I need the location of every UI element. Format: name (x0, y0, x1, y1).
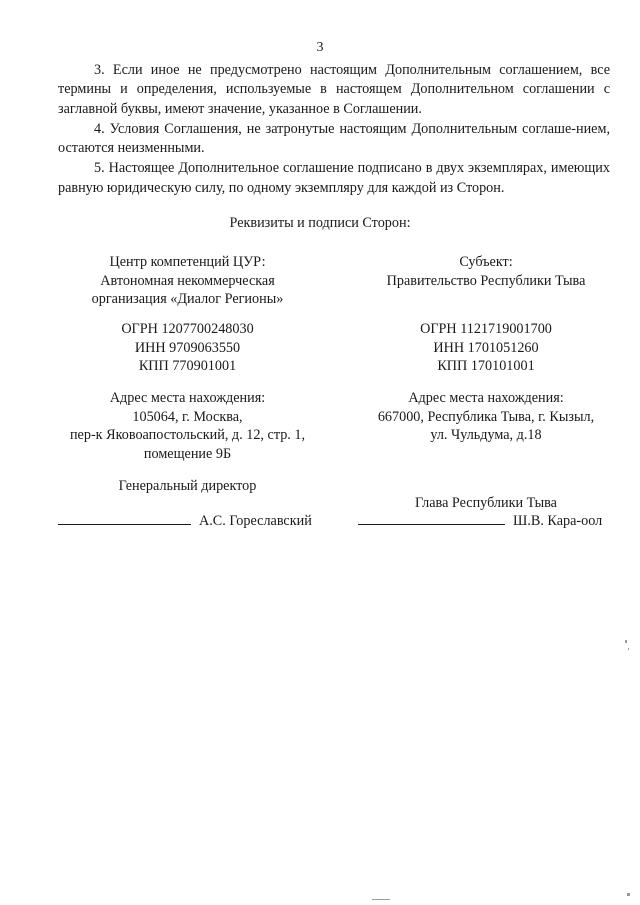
right-party-address (336, 389, 636, 445)
right-party-address-line: ул. Чульдума, д.18 (430, 427, 542, 443)
page-number: 3 (316, 40, 324, 55)
right-signature-line (358, 511, 602, 530)
left-party-address-line: помещение 9Б (143, 445, 232, 462)
right-party-inn: ИНН 1701051260 (433, 339, 539, 356)
right-party-ogrn: ОГРН 1121719001700 (420, 321, 552, 337)
left-party-name-line: Автономная некоммерческая (100, 272, 275, 289)
right-party-registration (336, 320, 636, 376)
left-party-address-line: 105064, г. Москва, (132, 408, 243, 425)
left-party-inn: ИНН 9709063550 (134, 339, 241, 356)
right-party-name (336, 253, 636, 290)
left-party-position: Генеральный директор (118, 478, 257, 494)
scan-speck (625, 640, 627, 643)
left-party-details (40, 0, 335, 905)
left-party-address (40, 389, 335, 463)
left-party-address-line: Адрес места нахождения: (109, 390, 266, 406)
right-party-details (336, 0, 636, 905)
scan-speck (628, 648, 629, 650)
section-title: Реквизиты и подписи Сторон: (229, 215, 411, 231)
right-party-kpp: КПП 170101001 (437, 358, 535, 374)
right-signature-rule (358, 511, 505, 525)
left-party-address-line: пер-к Яковоапостольский, д. 12, стр. 1, (69, 427, 306, 443)
scan-speck (372, 899, 390, 900)
left-signature-line (58, 511, 312, 530)
left-signatory-name: А.С. Гореславский (199, 513, 312, 529)
clause-3: 3. Если иное не предусмотрено настоящим Дополнительным соглашением, все термины и определения, используемые в настоящем Дополнительном соглашении с заглавной буквы, имеют значение, указанное в Соглашении. (58, 62, 610, 117)
left-party-registration (40, 320, 335, 376)
right-party-address-line: 667000, Республика Тыва, г. Кызыл, (377, 408, 595, 425)
left-party-ogrn: ОГРН 1207700248030 (121, 321, 254, 337)
right-party-address-line: Адрес места нахождения: (408, 390, 564, 406)
clause-5: 5. Настоящее Дополнительное соглашение подписано в двух экземплярах, имеющих равную юридическую силу, по одному экземпляру для каждой из Сторон. (58, 160, 610, 196)
right-party-position: Глава Республики Тыва (415, 495, 557, 511)
left-party-name (40, 253, 335, 309)
left-signature-rule (58, 511, 191, 525)
clause-4: 4. Условия Соглашения, не затронутые настоящим Дополнительным соглаше-нием, остаются неизменными. (58, 120, 610, 157)
left-party-kpp: КПП 770901001 (138, 358, 237, 374)
left-party-name-line: Центр компетенций ЦУР: (109, 254, 266, 270)
right-signatory-name: Ш.В. Кара-оол (513, 513, 603, 529)
right-party-name-line: Правительство Республики Тыва (386, 272, 586, 289)
left-party-name-line: организация «Диалог Регионы» (91, 291, 284, 307)
right-party-name-line: Субъект: (459, 254, 513, 270)
scan-speck (627, 893, 630, 896)
